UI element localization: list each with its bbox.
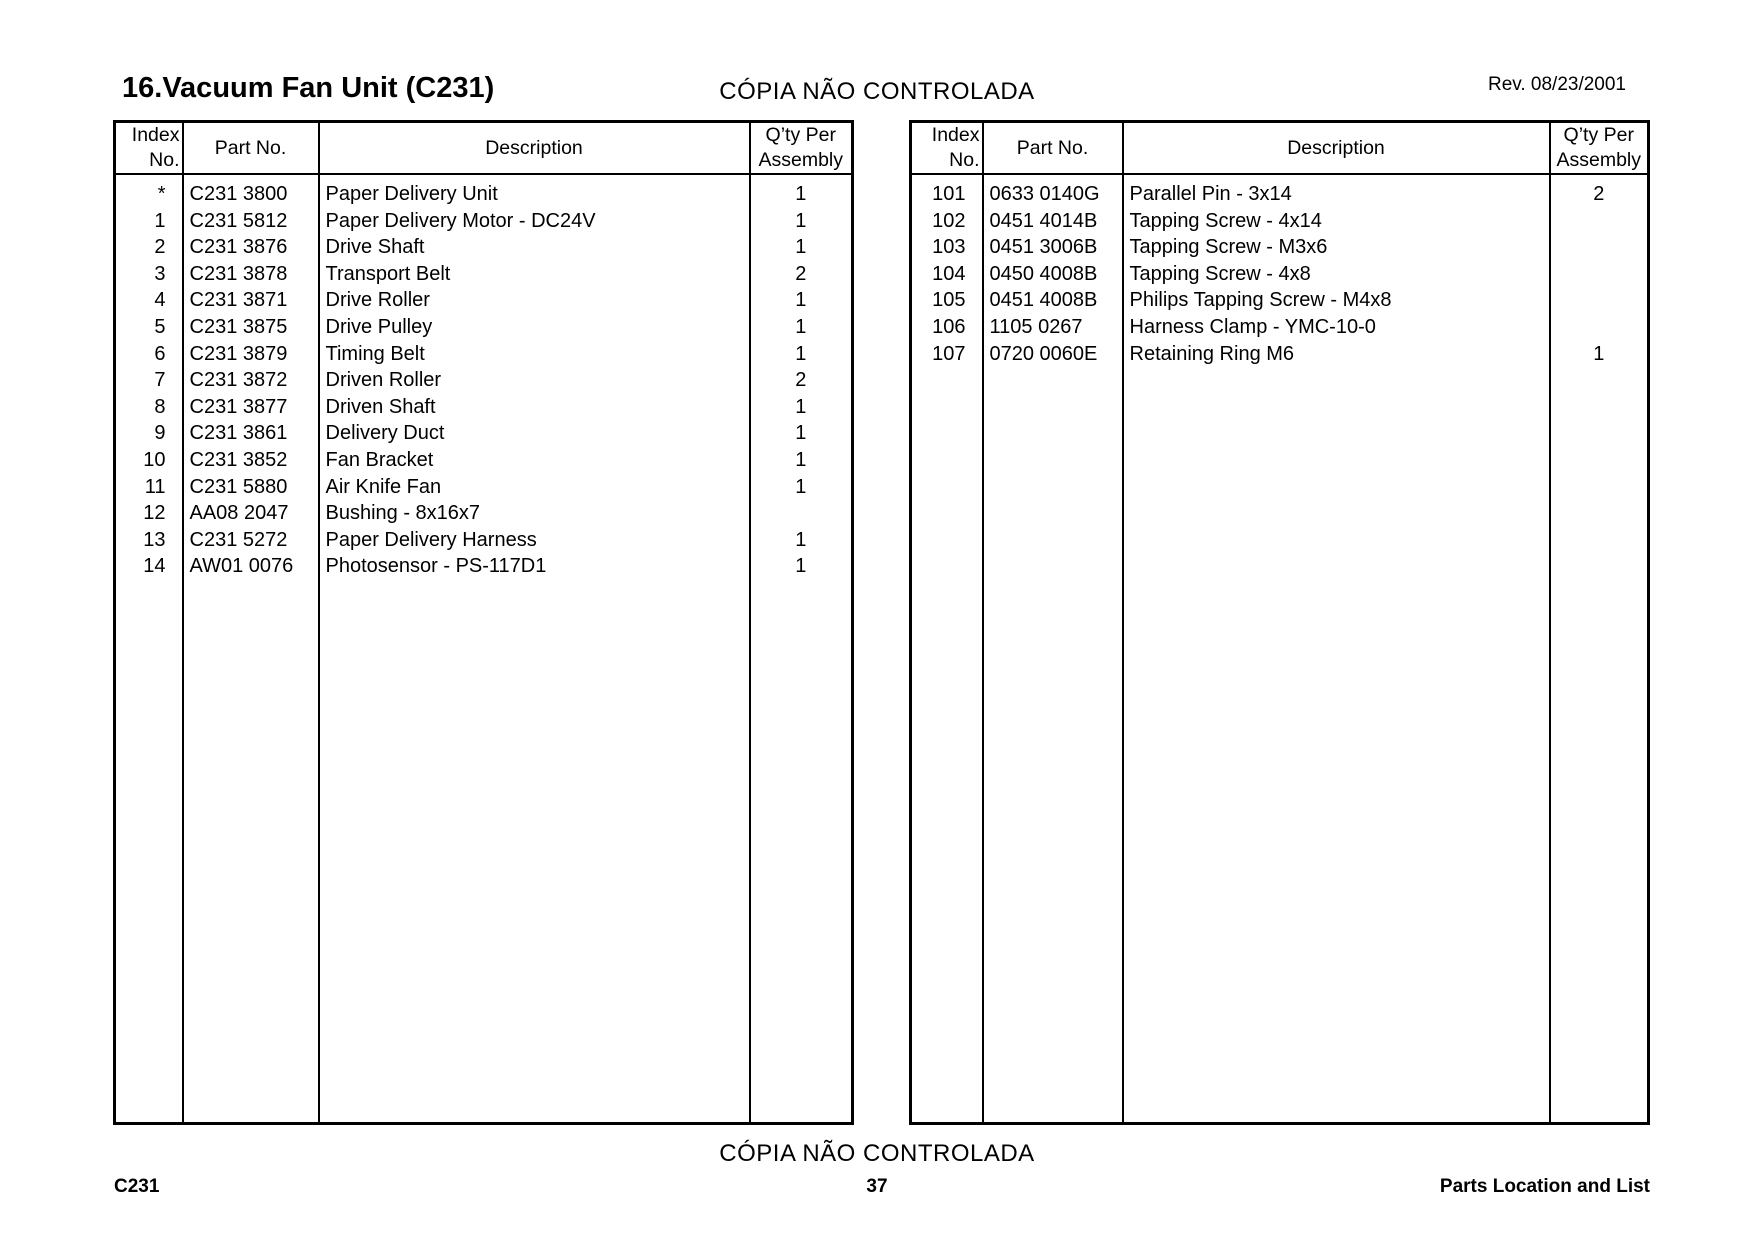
index-cell: 107 <box>911 341 983 368</box>
index-cell: 1 <box>115 208 183 235</box>
part-no-cell: C231 3872 <box>183 367 319 394</box>
qty-cell: 1 <box>750 553 853 580</box>
table-row <box>115 553 853 580</box>
index-cell: * <box>115 174 183 208</box>
qty-cell: 1 <box>750 174 853 208</box>
description-cell: Tapping Screw - 4x8 <box>1123 261 1550 288</box>
qty-cell: 1 <box>750 527 853 554</box>
part-no-cell: C231 3876 <box>183 234 319 261</box>
table-row <box>115 341 853 368</box>
table-row <box>115 447 853 474</box>
part-no-cell: C231 3877 <box>183 394 319 421</box>
part-no-cell: C231 3861 <box>183 420 319 447</box>
description-cell: Transport Belt <box>319 261 750 288</box>
empty-cell <box>183 580 319 1124</box>
parts-table-left <box>113 120 854 1125</box>
index-cell: 7 <box>115 367 183 394</box>
index-header-line1: Index <box>131 124 180 146</box>
table-row <box>115 208 853 235</box>
index-header-line2: No. <box>949 149 980 171</box>
index-cell: 103 <box>911 234 983 261</box>
footer-model: C231 <box>114 1176 160 1197</box>
qty-cell: 1 <box>750 474 853 501</box>
qty-cell: 1 <box>750 394 853 421</box>
description-cell: Parallel Pin - 3x14 <box>1123 174 1550 208</box>
index-header-line2: No. <box>149 149 180 171</box>
part-no-cell: C231 5272 <box>183 527 319 554</box>
index-header-line1: Index <box>931 124 980 146</box>
index-cell: 6 <box>115 341 183 368</box>
description-cell: Paper Delivery Harness <box>319 527 750 554</box>
qty-cell <box>1550 314 1649 341</box>
table-row <box>115 314 853 341</box>
index-cell: 2 <box>115 234 183 261</box>
index-cell: 105 <box>911 287 983 314</box>
qty-cell: 1 <box>750 314 853 341</box>
empty-cell <box>911 367 983 1123</box>
table-filler-row <box>911 367 1649 1123</box>
qty-cell: 2 <box>1550 174 1649 208</box>
qty-cell: 1 <box>750 447 853 474</box>
empty-cell <box>983 367 1123 1123</box>
table-row <box>911 287 1649 314</box>
description-cell: Tapping Screw - M3x6 <box>1123 234 1550 261</box>
qty-header-line2: Assembly <box>1556 149 1642 171</box>
empty-cell <box>115 580 183 1124</box>
qty-cell: 1 <box>750 234 853 261</box>
description-cell: Drive Roller <box>319 287 750 314</box>
description-cell: Retaining Ring M6 <box>1123 341 1550 368</box>
empty-cell <box>1123 367 1550 1123</box>
parts-table-right <box>909 120 1650 1125</box>
table-row <box>115 287 853 314</box>
qty-cell <box>1550 208 1649 235</box>
table-row <box>911 261 1649 288</box>
part-no-cell: C231 3878 <box>183 261 319 288</box>
part-no-column-header: Part No. <box>183 122 319 175</box>
index-cell: 101 <box>911 174 983 208</box>
description-cell: Timing Belt <box>319 341 750 368</box>
qty-header-line1: Q’ty Per <box>1563 124 1634 146</box>
description-cell: Fan Bracket <box>319 447 750 474</box>
part-no-cell: C231 3879 <box>183 341 319 368</box>
table-row <box>911 314 1649 341</box>
description-cell: Paper Delivery Motor - DC24V <box>319 208 750 235</box>
index-column-header <box>115 122 183 175</box>
index-cell: 14 <box>115 553 183 580</box>
part-no-cell: 0451 4014B <box>983 208 1123 235</box>
index-cell: 11 <box>115 474 183 501</box>
index-cell: 3 <box>115 261 183 288</box>
table-row <box>911 208 1649 235</box>
qty-column-header <box>750 122 853 175</box>
description-cell: Tapping Screw - 4x14 <box>1123 208 1550 235</box>
part-no-cell: 0450 4008B <box>983 261 1123 288</box>
table-header-row <box>115 122 853 175</box>
table-row <box>115 394 853 421</box>
table-row <box>115 500 853 527</box>
part-no-cell: 0451 3006B <box>983 234 1123 261</box>
table-header-row <box>911 122 1649 175</box>
part-no-cell: 0720 0060E <box>983 341 1123 368</box>
qty-cell: 1 <box>750 341 853 368</box>
part-no-column-header: Part No. <box>983 122 1123 175</box>
qty-header-line2: Assembly <box>758 149 844 171</box>
qty-cell: 2 <box>750 367 853 394</box>
qty-cell: 2 <box>750 261 853 288</box>
description-cell: Driven Shaft <box>319 394 750 421</box>
qty-cell: 1 <box>750 287 853 314</box>
page-number: 37 <box>866 1176 888 1197</box>
index-cell: 5 <box>115 314 183 341</box>
qty-cell <box>1550 261 1649 288</box>
description-column-header: Description <box>1123 122 1550 175</box>
index-cell: 9 <box>115 420 183 447</box>
table-row <box>115 261 853 288</box>
table-row <box>911 234 1649 261</box>
qty-cell <box>1550 234 1649 261</box>
qty-cell <box>750 500 853 527</box>
part-no-cell: C231 5812 <box>183 208 319 235</box>
qty-cell <box>1550 287 1649 314</box>
qty-column-header <box>1550 122 1649 175</box>
description-cell: Photosensor - PS-117D1 <box>319 553 750 580</box>
part-no-cell: AW01 0076 <box>183 553 319 580</box>
description-cell: Delivery Duct <box>319 420 750 447</box>
description-cell: Drive Pulley <box>319 314 750 341</box>
table-row <box>115 420 853 447</box>
description-cell: Driven Roller <box>319 367 750 394</box>
description-cell: Harness Clamp - YMC-10-0 <box>1123 314 1550 341</box>
index-cell: 10 <box>115 447 183 474</box>
table-row <box>115 474 853 501</box>
part-no-cell: 1105 0267 <box>983 314 1123 341</box>
revision-date: Rev. 08/23/2001 <box>1487 74 1626 95</box>
description-cell: Paper Delivery Unit <box>319 174 750 208</box>
description-cell: Bushing - 8x16x7 <box>319 500 750 527</box>
table-row <box>115 527 853 554</box>
part-no-cell: AA08 2047 <box>183 500 319 527</box>
watermark-bottom: CÓPIA NÃO CONTROLADA <box>719 1140 1035 1167</box>
empty-cell <box>750 580 853 1124</box>
table-row <box>115 174 853 208</box>
footer-section-title: Parts Location and List <box>1439 1176 1650 1197</box>
table-row <box>115 234 853 261</box>
description-column-header: Description <box>319 122 750 175</box>
part-no-cell: C231 3875 <box>183 314 319 341</box>
part-no-cell: C231 5880 <box>183 474 319 501</box>
index-column-header <box>911 122 983 175</box>
table-filler-row <box>115 580 853 1124</box>
table-row <box>911 174 1649 208</box>
empty-cell <box>1550 367 1649 1123</box>
index-cell: 104 <box>911 261 983 288</box>
qty-header-line1: Q’ty Per <box>765 124 836 146</box>
table-row <box>115 367 853 394</box>
qty-cell: 1 <box>750 420 853 447</box>
index-cell: 102 <box>911 208 983 235</box>
page-title: 16.Vacuum Fan Unit (C231) <box>122 72 495 104</box>
part-no-cell: C231 3871 <box>183 287 319 314</box>
description-cell: Drive Shaft <box>319 234 750 261</box>
index-cell: 4 <box>115 287 183 314</box>
part-no-cell: 0633 0140G <box>983 174 1123 208</box>
index-cell: 106 <box>911 314 983 341</box>
part-no-cell: C231 3800 <box>183 174 319 208</box>
watermark-top: CÓPIA NÃO CONTROLADA <box>719 78 1035 105</box>
index-cell: 13 <box>115 527 183 554</box>
table-row <box>911 341 1649 368</box>
part-no-cell: 0451 4008B <box>983 287 1123 314</box>
description-cell: Air Knife Fan <box>319 474 750 501</box>
index-cell: 8 <box>115 394 183 421</box>
empty-cell <box>319 580 750 1124</box>
qty-cell: 1 <box>1550 341 1649 368</box>
description-cell: Philips Tapping Screw - M4x8 <box>1123 287 1550 314</box>
part-no-cell: C231 3852 <box>183 447 319 474</box>
index-cell: 12 <box>115 500 183 527</box>
qty-cell: 1 <box>750 208 853 235</box>
